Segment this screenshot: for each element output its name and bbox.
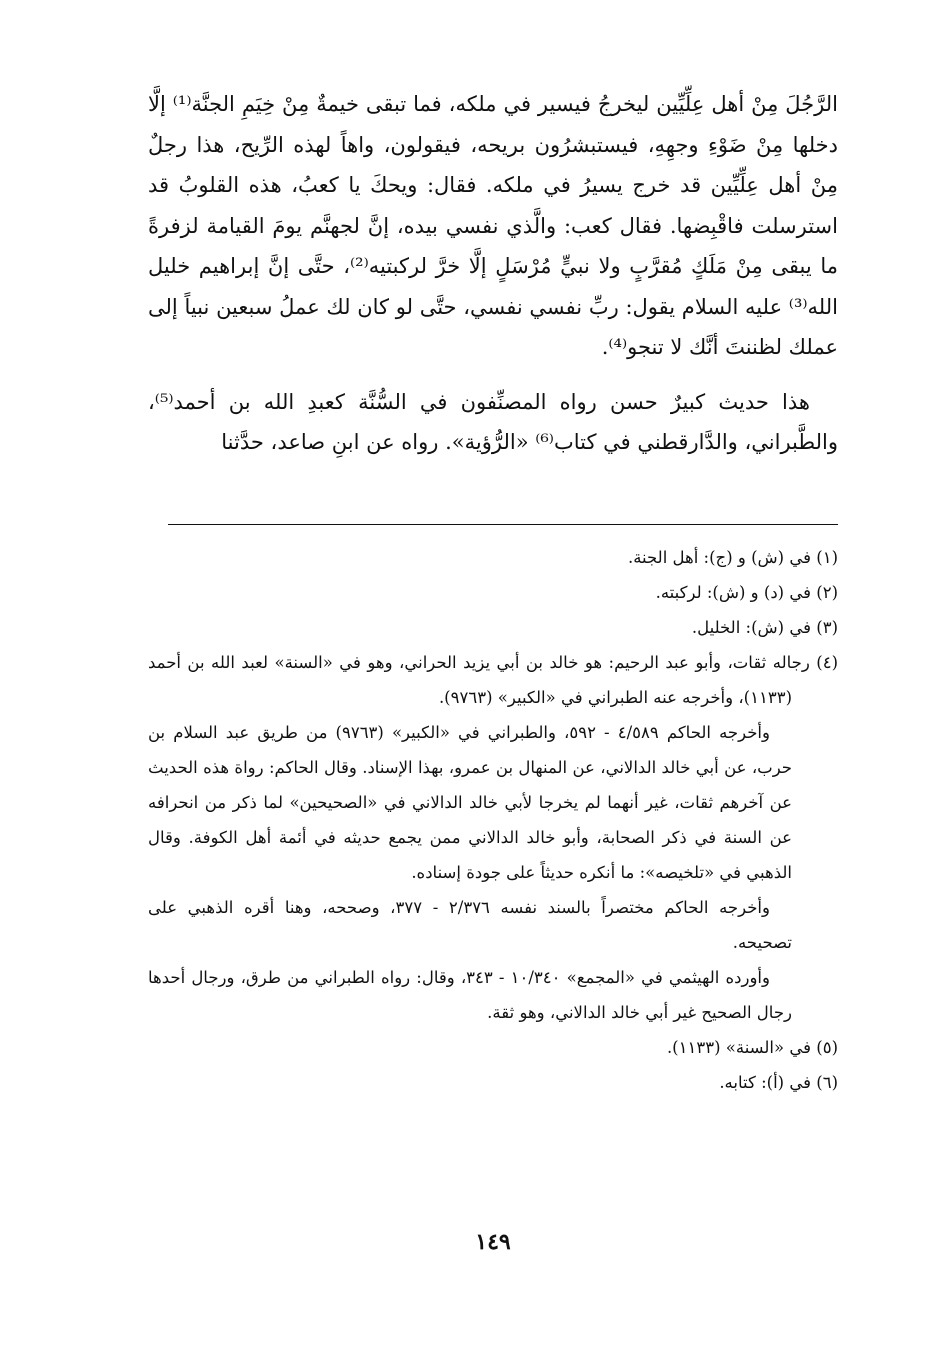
footnote: (٤) رجاله ثقات، وأبو عبد الرحيم: هو خالد بن أبي يزيد الحراني، وهو في «السنة» لعبد الله بن أحمد (١١٣٣)، وأخرجه عنه الطبراني في «الكبير» (٩٧٦٣). [148, 653, 838, 707]
footnote: (٦) في (أ): كتابه. [719, 1073, 838, 1092]
book-page [148, 84, 838, 1284]
footnote: (١) في (ش) و (ج): أهل الجنة. [627, 548, 838, 567]
main-text [148, 84, 838, 463]
footnote: (٣) في (ش): الخليل. [691, 618, 838, 637]
footnote-continuation: وأورده الهيثمي في «المجمع» ١٠/٣٤٠ - ٣٤٣، وقال: رواه الطبراني من طرق، ورجال أحدها رجال الصحيح غير أبي خالد الدالاني، وهو ثقة. [148, 968, 792, 1022]
footnote-continuation: وأخرجه الحاكم مختصراً بالسند نفسه ٢/٣٧٦ - ٣٧٧، وصححه، وهنا أقره الذهبي على تصحيحه. [148, 898, 792, 952]
footnote-continuation: وأخرجه الحاكم ٤/٥٨٩ - ٥٩٢، والطبراني في «الكبير» (٩٧٦٣) من طريق عبد السلام بن حرب، عن أبي خالد الدالاني، عن المنهال بن عمرو، بهذا الإسناد. وقال الحاكم: رواة هذه الحديث عن آخرهم ثقات، غير أنهما لم يخرجا لأبي خالد الدالاني في «الصحيحين» لما ذكر من انحرافه عن السنة في ذكر الصحابة، وأبو خالد الدالاني ممن يجمع حديثه في أئمة أهل الكوفة. وقال الذهبي في «تلخيصه»: ما أنكره حديثاً على جودة إسناده. [148, 723, 792, 882]
footnotes [148, 540, 838, 1100]
main-paragraph: هذا حديث كبيرٌ حسن رواه المصنِّفون في السُّنَّة كعبدِ الله بن أحمد⁽⁵⁾، والطَّبراني، والدَّارقطني في كتاب⁽⁶⁾ «الرُّؤية». رواه عن ابنِ صاعد، حدَّثنا [148, 389, 838, 454]
footnote: (٢) في (د) و (ش): لركبته. [655, 583, 838, 602]
footnote-separator [168, 524, 838, 525]
page-number: ١٤٩ [475, 1229, 511, 1255]
footnote: (٥) في «السنة» (١١٣٣). [666, 1038, 838, 1057]
main-paragraph: الرَّجُلَ مِنْ أهل عِلِّيِّين ليخرجُ فيسير في ملكه، فما تبقى خيمةٌ مِنْ خِيَمِ الجنَّة⁽¹⁾ إلَّا دخلها مِنْ ضَوْءِ وجهِهِ، فيستبشرُون بريحه، فيقولون، واهاً لهذه الرِّيح، هذا رجلٌ مِنْ أهل عِلِّيِّين قد خرج يسيرُ في ملكه. فقال: ويحكَ يا كعبُ، هذه القلوبُ قد استرسلت فاقْبِضها. فقال كعب: والَّذي نفسي بيده، إنَّ لجهنَّم يومَ القيامة لزفرةً ما يبقى مِنْ مَلَكٍ مُقرَّبٍ ولا نبيٍّ مُرْسَلٍ إلَّا خرَّ لركبتيه⁽²⁾، حتَّى إنَّ إبراهيم خليل الله⁽³⁾ عليه السلام يقول: ربِّ نفسي نفسي، حتَّى لو كان لك عملُ سبعين نبياً إلى عملك لظننتَ أنَّك لا تنجو⁽⁴⁾. [148, 92, 838, 359]
